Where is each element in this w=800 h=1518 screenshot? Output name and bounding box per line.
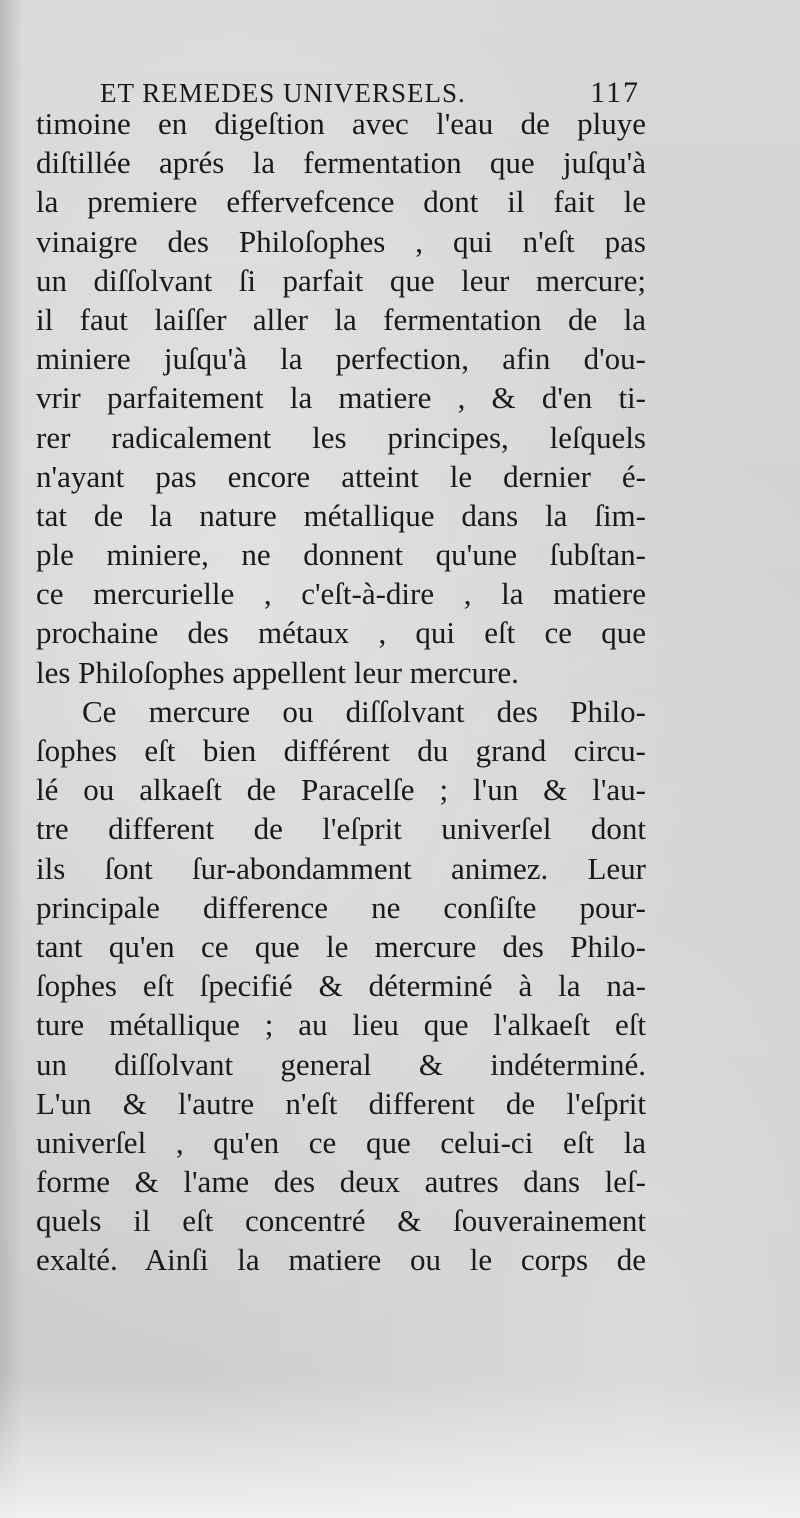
text-line: n'ayant pas encore atteint le dernier é-	[36, 458, 646, 494]
text-line: ce mercurielle , c'eſt-à-dire , la matiere	[36, 576, 646, 612]
text-line: il faut laiſſer aller la fermentation de la	[36, 301, 646, 337]
text-line: quels il eſt concentré & ſouverainement	[36, 1203, 646, 1239]
text-line: Ce mercure ou diſſolvant des Philo-	[82, 693, 646, 729]
text-line: ils ſont ſur-abondamment animez. Leur	[36, 850, 646, 886]
text-line: timoine en digeſtion avec l'eau de pluye	[36, 106, 646, 141]
text-line: lé ou alkaeſt de Paracelſe ; l'un & l'au-	[36, 772, 646, 808]
text-line: un diſſolvant general & indéterminé.	[36, 1046, 646, 1082]
text-line: forme & l'ame des deux autres dans leſ-	[36, 1164, 646, 1200]
text-line: univerſel , qu'en ce que celui-ci eſt la	[36, 1124, 646, 1160]
text-line: ple miniere, ne donnent qu'une ſubſtan-	[36, 537, 646, 573]
text-line: diſtillée aprés la fermentation que juſqu'à	[36, 145, 646, 181]
page-number: 117	[590, 76, 640, 109]
running-head: ET REMEDES UNIVERSELS.	[100, 78, 466, 108]
text-line: les Philoſophes appellent leur mercure.	[36, 654, 519, 690]
text-line: la premiere effervefcence dont il fait le	[36, 184, 646, 220]
text-line: vinaigre des Philoſophes , qui n'eſt pas	[36, 223, 646, 259]
text-line: miniere juſqu'à la perfection, afin d'ou-	[36, 341, 646, 377]
text-line: tat de la nature métallique dans la ſim-	[36, 497, 646, 533]
text-line: ſophes eſt bien différent du grand circu-	[36, 733, 646, 768]
page-bottom-margin	[0, 1378, 800, 1518]
paragraph	[36, 104, 646, 692]
text-line: tant qu'en ce que le mercure des Philo-	[36, 928, 646, 964]
page-binding-shadow	[0, 0, 22, 1518]
text-line: prochaine des métaux , qui eſt ce que	[36, 615, 646, 651]
text-line: un diſſolvant ſi parfait que leur mercure;	[36, 262, 646, 298]
text-line: vrir parfaitement la matiere , & d'en ti-	[36, 380, 646, 416]
text-line: ture métallique ; au lieu que l'alkaeſt eſt	[36, 1007, 646, 1043]
text-line: principale difference ne conſiſte pour-	[36, 889, 646, 925]
text-line: tre different de l'eſprit univerſel dont	[36, 811, 646, 847]
body-text	[36, 104, 646, 1280]
text-line: L'un & l'autre n'eſt different de l'eſprit	[36, 1085, 646, 1121]
text-line: ſophes eſt ſpecifié & déterminé à la na-	[36, 968, 646, 1004]
text-line: rer radicalement les principes, leſquels	[36, 419, 646, 455]
text-line: exalté. Ainſi la matiere ou le corps de	[36, 1242, 646, 1278]
paragraph	[36, 692, 646, 1280]
